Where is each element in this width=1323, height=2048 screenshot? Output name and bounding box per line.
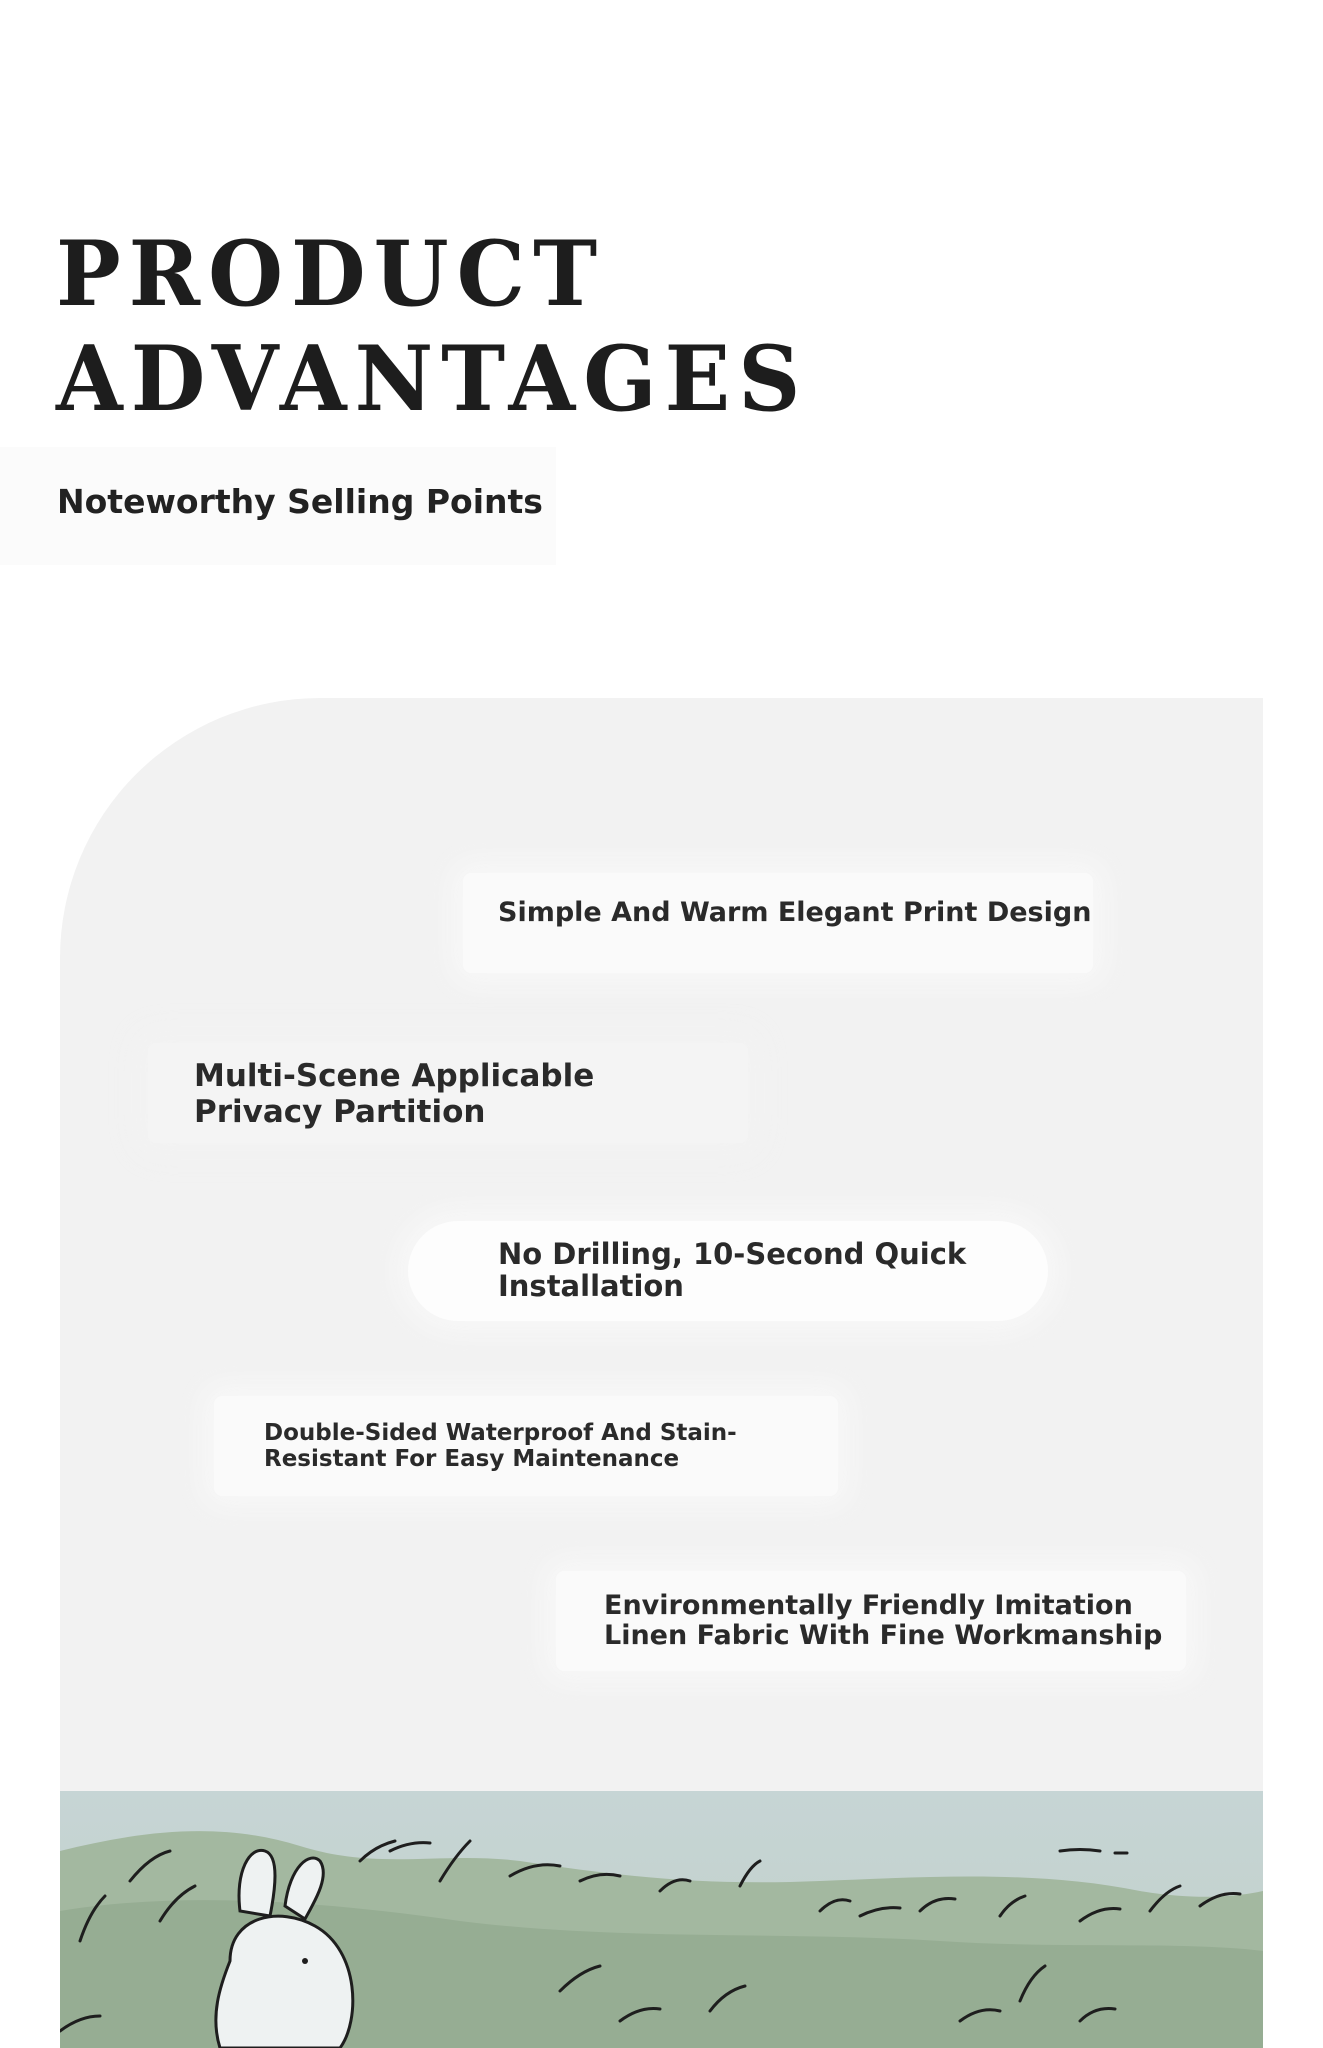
- feature-text-linen-fabric: Environmentally Friendly Imitation Linen Fabric With Fine Workmanship: [604, 1590, 1163, 1651]
- page-title: [56, 222, 808, 432]
- feature-panel: [60, 698, 1263, 2048]
- feature-text-print-design: Simple And Warm Elegant Print Design: [498, 897, 1092, 928]
- title-line-product: PRODUCT: [56, 220, 606, 327]
- bunny-in-grass-illustration: [60, 1791, 1263, 2048]
- feature-text-quick-installation: No Drilling, 10-Second Quick Installation: [498, 1237, 967, 1303]
- bunny-eye: [302, 1958, 308, 1964]
- title-line-advantages: ADVANTAGES: [56, 325, 809, 432]
- feature-text-privacy-partition: Multi-Scene Applicable Privacy Partition: [194, 1058, 595, 1130]
- subtitle: Noteworthy Selling Points: [57, 482, 543, 521]
- feature-text-waterproof: Double-Sided Waterproof And Stain-Resistant For Easy Maintenance: [264, 1420, 737, 1472]
